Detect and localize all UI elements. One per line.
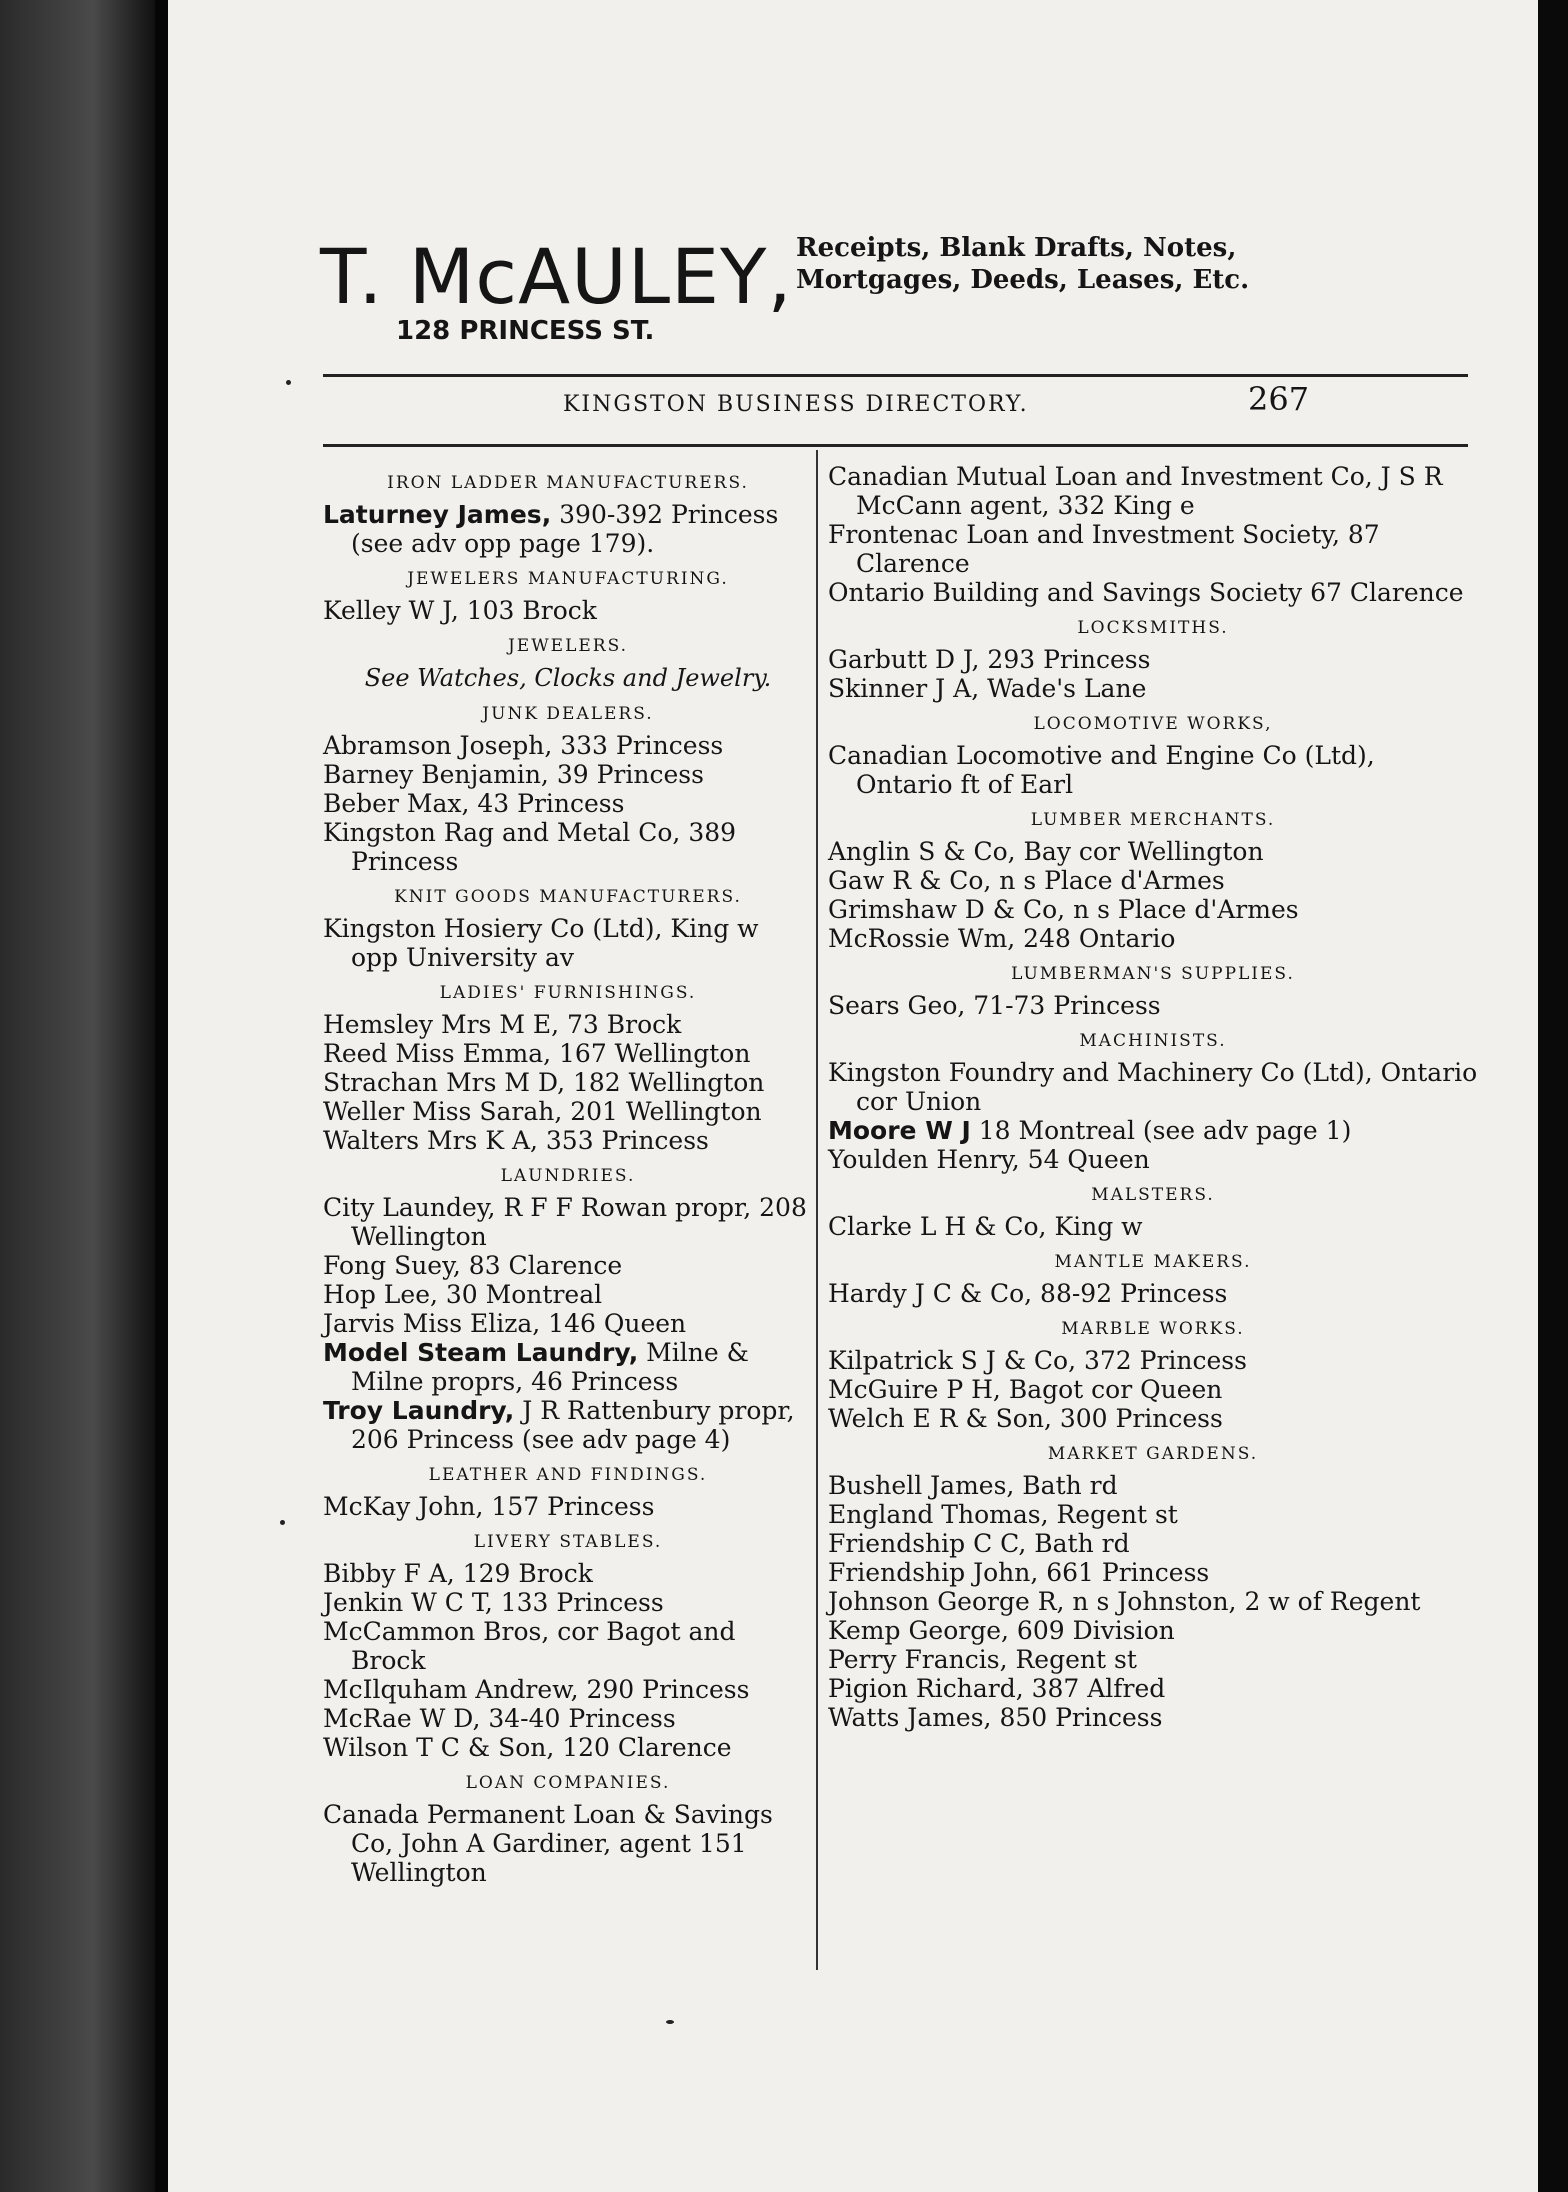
- entry-text: Watts James, 850 Princess: [828, 1703, 1163, 1732]
- entry-text: Gaw R & Co, n s Place d'Armes: [828, 866, 1225, 895]
- entry-bold-name: Moore W J: [828, 1116, 971, 1145]
- directory-entry: [828, 520, 1478, 578]
- entry-text: Kingston Rag and Metal Co, 389 Princess: [323, 818, 737, 876]
- film-edge-left: [0, 0, 155, 2192]
- directory-entry: [828, 1404, 1478, 1433]
- ad-business-name: T. McAULEY,: [320, 232, 793, 321]
- section-heading: LEATHER AND FINDINGS.: [428, 1465, 708, 1485]
- entry-text: Jenkin W C T, 133 Princess: [323, 1588, 664, 1617]
- section-heading: LUMBER MERCHANTS.: [1030, 810, 1276, 830]
- section-heading: LAUNDRIES.: [500, 1166, 636, 1186]
- section-heading: LOCKSMITHS.: [1077, 618, 1229, 638]
- directory-entry: [828, 1375, 1478, 1404]
- directory-entry: [828, 895, 1478, 924]
- entry-bold-name: Model Steam Laundry,: [323, 1338, 639, 1367]
- entry-text: Johnson George R, n s Johnston, 2 w of Regent: [828, 1587, 1421, 1616]
- speck: [280, 1520, 285, 1525]
- directory-entry: [323, 1675, 813, 1704]
- entry-text: McRae W D, 34-40 Princess: [323, 1704, 676, 1733]
- entry-text: Ontario Building and Savings Society 67 Clarence: [828, 578, 1464, 607]
- section-heading: LIVERY STABLES.: [473, 1532, 663, 1552]
- directory-entry: [828, 674, 1478, 703]
- entry-text: Grimshaw D & Co, n s Place d'Armes: [828, 895, 1299, 924]
- directory-entry: [828, 1145, 1478, 1174]
- speck: [666, 2020, 674, 2024]
- entry-text: Kingston Foundry and Machinery Co (Ltd), Ontario cor Union: [828, 1058, 1478, 1116]
- directory-entry: [323, 1097, 813, 1126]
- directory-entry: [323, 1617, 813, 1675]
- directory-entry: [828, 1116, 1478, 1145]
- directory-entry: [828, 1212, 1478, 1241]
- page-number: 267: [1248, 380, 1310, 418]
- directory-entry: [828, 645, 1478, 674]
- directory-entry: [828, 462, 1478, 520]
- ad-address: 128 PRINCESS ST.: [396, 316, 655, 346]
- entry-text: Milne & Milne proprs, 46 Princess: [351, 1338, 749, 1396]
- directory-entry: [323, 500, 813, 558]
- cross-reference-note: See Watches, Clocks and Jewelry.: [364, 664, 772, 692]
- directory-entry: [828, 1616, 1478, 1645]
- directory-entry: [828, 1279, 1478, 1308]
- directory-entry: [323, 731, 813, 760]
- directory-entry: [828, 1703, 1478, 1732]
- entry-text: McKay John, 157 Princess: [323, 1492, 655, 1521]
- directory-entry: [323, 1039, 813, 1068]
- directory-entry: [828, 1645, 1478, 1674]
- directory-entry: [828, 741, 1478, 799]
- entry-text: Sears Geo, 71-73 Princess: [828, 991, 1161, 1020]
- directory-entry: [323, 1492, 813, 1521]
- entry-text: Bibby F A, 129 Brock: [323, 1559, 593, 1588]
- directory-entry: [323, 1193, 813, 1251]
- directory-entry: [828, 866, 1478, 895]
- directory-entry: [323, 818, 813, 876]
- entry-text: Barney Benjamin, 39 Princess: [323, 760, 704, 789]
- entry-bold-name: Laturney James,: [323, 500, 552, 529]
- entry-text: Friendship John, 661 Princess: [828, 1558, 1210, 1587]
- entry-text: Weller Miss Sarah, 201 Wellington: [323, 1097, 762, 1126]
- left-column: [323, 462, 813, 1887]
- entry-text: Canadian Locomotive and Engine Co (Ltd), Ontario ft of Earl: [828, 741, 1375, 799]
- section-heading: MANTLE MAKERS.: [1054, 1252, 1252, 1272]
- entry-text: Perry Francis, Regent st: [828, 1645, 1137, 1674]
- entry-text: Welch E R & Son, 300 Princess: [828, 1404, 1223, 1433]
- directory-entry: [828, 1500, 1478, 1529]
- directory-entry: [323, 1126, 813, 1155]
- section-heading: MARBLE WORKS.: [1061, 1319, 1245, 1339]
- directory-entry: [828, 1471, 1478, 1500]
- entry-text: Strachan Mrs M D, 182 Wellington: [323, 1068, 765, 1097]
- section-heading: JEWELERS MANUFACTURING.: [407, 569, 729, 589]
- section-heading: JEWELERS.: [507, 636, 629, 656]
- section-heading: LOCOMOTIVE WORKS,: [1033, 714, 1273, 734]
- entry-text: Skinner J A, Wade's Lane: [828, 674, 1147, 703]
- entry-text: Clarke L H & Co, King w: [828, 1212, 1143, 1241]
- section-heading: KNIT GOODS MANUFACTURERS.: [394, 887, 742, 907]
- directory-entry: [323, 760, 813, 789]
- column-divider: [816, 450, 818, 1970]
- speck: [286, 380, 291, 385]
- directory-entry: [323, 1309, 813, 1338]
- entry-text: 390-392 Princess (see adv opp page 179).: [351, 500, 779, 558]
- directory-entry: [323, 1068, 813, 1097]
- entry-text: McCammon Bros, cor Bagot and Brock: [323, 1617, 736, 1675]
- directory-entry: [323, 914, 813, 972]
- entry-text: Pigion Richard, 387 Alfred: [828, 1674, 1166, 1703]
- entry-text: Hop Lee, 30 Montreal: [323, 1280, 603, 1309]
- entry-text: Hemsley Mrs M E, 73 Brock: [323, 1010, 682, 1039]
- section-heading: LADIES' FURNISHINGS.: [439, 983, 697, 1003]
- film-edge-right: [1538, 0, 1568, 2192]
- entry-text: Fong Suey, 83 Clarence: [323, 1251, 623, 1280]
- running-head: KINGSTON BUSINESS DIRECTORY.: [563, 392, 1029, 417]
- entry-text: Frontenac Loan and Investment Society, 87 Clarence: [828, 520, 1380, 578]
- entry-bold-name: Troy Laundry,: [323, 1396, 515, 1425]
- entry-text: Youlden Henry, 54 Queen: [828, 1145, 1150, 1174]
- directory-entry: [828, 1558, 1478, 1587]
- section-heading: MACHINISTS.: [1079, 1031, 1227, 1051]
- ad-tagline: [796, 232, 1249, 296]
- header-rule-bottom: [323, 444, 1468, 447]
- entry-text: Abramson Joseph, 333 Princess: [323, 731, 724, 760]
- entry-text: Canadian Mutual Loan and Investment Co, J S R McCann agent, 332 King e: [828, 462, 1443, 520]
- entry-text: Hardy J C & Co, 88-92 Princess: [828, 1279, 1228, 1308]
- entry-text: Reed Miss Emma, 167 Wellington: [323, 1039, 751, 1068]
- directory-entry: [323, 1733, 813, 1762]
- entry-text: J R Rattenbury propr, 206 Princess (see adv page 4): [351, 1396, 795, 1454]
- entry-text: Kilpatrick S J & Co, 372 Princess: [828, 1346, 1247, 1375]
- entry-text: McIlquham Andrew, 290 Princess: [323, 1675, 750, 1704]
- section-heading: MALSTERS.: [1091, 1185, 1215, 1205]
- entry-text: Kelley W J, 103 Brock: [323, 596, 597, 625]
- directory-entry: [828, 1058, 1478, 1116]
- directory-entry: [828, 924, 1478, 953]
- directory-entry: [323, 1396, 813, 1454]
- entry-text: McGuire P H, Bagot cor Queen: [828, 1375, 1223, 1404]
- directory-entry: [828, 1529, 1478, 1558]
- ad-tagline-line-2: Mortgages, Deeds, Leases, Etc.: [796, 265, 1250, 295]
- entry-text: Wilson T C & Son, 120 Clarence: [323, 1733, 732, 1762]
- entry-text: Garbutt D J, 293 Princess: [828, 645, 1151, 674]
- entry-text: Bushell James, Bath rd: [828, 1471, 1118, 1500]
- entry-text: Walters Mrs K A, 353 Princess: [323, 1126, 709, 1155]
- header-rule-top: [323, 374, 1468, 377]
- directory-entry: [323, 1010, 813, 1039]
- entry-text: Jarvis Miss Eliza, 146 Queen: [323, 1309, 687, 1338]
- section-heading: LOAN COMPANIES.: [465, 1773, 671, 1793]
- directory-entry: [828, 1587, 1478, 1616]
- directory-entry: [323, 1338, 813, 1396]
- directory-page: [168, 0, 1538, 2192]
- right-column: [828, 462, 1478, 1732]
- section-heading: MARKET GARDENS.: [1047, 1444, 1259, 1464]
- entry-text: City Laundey, R F F Rowan propr, 208 Wellington: [323, 1193, 807, 1251]
- entry-text: Canada Permanent Loan & Savings Co, John A Gardiner, agent 151 Wellington: [323, 1800, 773, 1887]
- entry-text: Kemp George, 609 Division: [828, 1616, 1175, 1645]
- section-heading: IRON LADDER MANUFACTURERS.: [387, 473, 749, 493]
- directory-entry: [323, 1559, 813, 1588]
- directory-entry: [323, 1588, 813, 1617]
- entry-text: Beber Max, 43 Princess: [323, 789, 625, 818]
- directory-entry: [828, 837, 1478, 866]
- directory-entry: [828, 991, 1478, 1020]
- directory-entry: [323, 1800, 813, 1887]
- entry-text: McRossie Wm, 248 Ontario: [828, 924, 1176, 953]
- directory-entry: [323, 1280, 813, 1309]
- directory-entry: [323, 789, 813, 818]
- directory-entry: [323, 1251, 813, 1280]
- directory-entry: [828, 578, 1478, 607]
- entry-text: Anglin S & Co, Bay cor Wellington: [828, 837, 1264, 866]
- directory-entry: [323, 1704, 813, 1733]
- section-heading: LUMBERMAN'S SUPPLIES.: [1011, 964, 1295, 984]
- directory-entry: [828, 1674, 1478, 1703]
- entry-text: Kingston Hosiery Co (Ltd), King w opp University av: [323, 914, 759, 972]
- entry-text: 18 Montreal (see adv page 1): [970, 1116, 1352, 1145]
- ad-tagline-line-1: Receipts, Blank Drafts, Notes,: [796, 233, 1237, 263]
- entry-text: England Thomas, Regent st: [828, 1500, 1178, 1529]
- entry-text: Friendship C C, Bath rd: [828, 1529, 1130, 1558]
- directory-entry: [323, 596, 813, 625]
- section-heading: JUNK DEALERS.: [482, 704, 654, 724]
- directory-entry: [828, 1346, 1478, 1375]
